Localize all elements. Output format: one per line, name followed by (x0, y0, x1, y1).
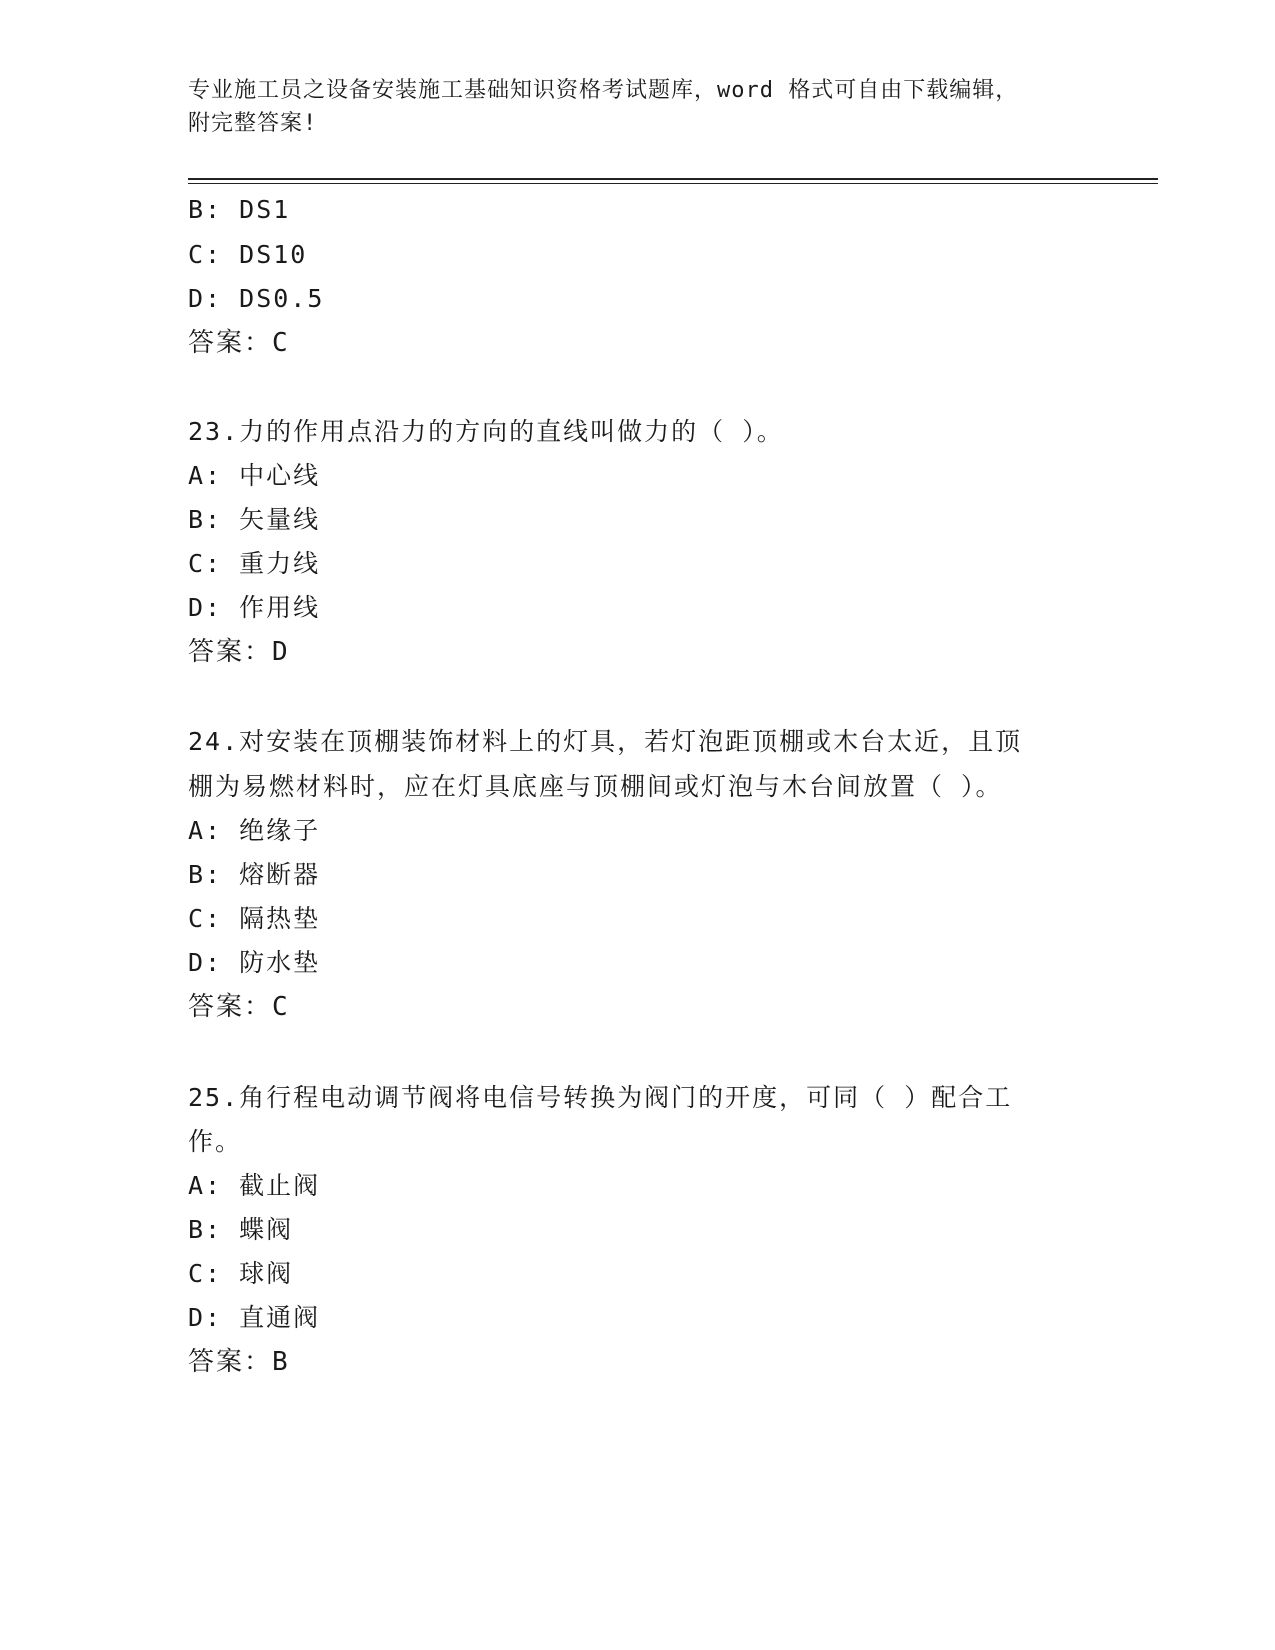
q25-question-line-1: 25.角行程电动调节阀将电信号转换为阀门的开度，可同（ ）配合工 (188, 1083, 1013, 1112)
q24-option-d: D: 防水垫 (188, 948, 321, 977)
document-header (188, 74, 1088, 140)
q24-answer-value: C (272, 992, 288, 1022)
q25-answer-label: 答案： (188, 1347, 273, 1377)
q22-option-b: B: DS1 (188, 195, 291, 224)
q23-answer-value: D (272, 637, 288, 667)
header-line-2: 附完整答案! (188, 111, 318, 136)
header-divider-thin (188, 183, 1158, 184)
q24-option-a: A: 绝缘子 (188, 816, 321, 845)
q23-option-a: A: 中心线 (188, 461, 321, 490)
q23-question: 23.力的作用点沿力的方向的直线叫做力的（ ）。 (188, 417, 784, 446)
q23-option-c: C: 重力线 (188, 549, 321, 578)
q22-answer-value: C (272, 328, 288, 358)
q24-answer-label: 答案： (188, 992, 273, 1022)
header-line-1: 专业施工员之设备安装施工基础知识资格考试题库，word 格式可自由下载编辑， (188, 78, 1019, 103)
q24-answer (188, 992, 288, 1022)
q25-option-b: B: 蝶阀 (188, 1215, 294, 1244)
header-divider-thick (188, 178, 1158, 180)
q23-answer-label: 答案： (188, 637, 273, 667)
q23-option-d: D: 作用线 (188, 593, 321, 622)
q23-option-b: B: 矢量线 (188, 505, 321, 534)
q24-option-c: C: 隔热垫 (188, 904, 321, 933)
q25-question-line-2: 作。 (188, 1127, 243, 1156)
q23-answer (188, 637, 288, 667)
q25-answer (188, 1347, 288, 1377)
q22-option-c: C: DS10 (188, 240, 308, 269)
q25-option-d: D: 直通阀 (188, 1303, 321, 1332)
q25-option-a: A: 截止阀 (188, 1171, 321, 1200)
q25-answer-value: B (272, 1347, 288, 1377)
q22-answer (188, 328, 288, 358)
q24-option-b: B: 熔断器 (188, 860, 321, 889)
q22-option-d: D: DS0.5 (188, 284, 325, 313)
q24-question-line-1: 24.对安装在顶棚装饰材料上的灯具，若灯泡距顶棚或木台太近，且顶 (188, 727, 1023, 756)
q24-question-line-2: 棚为易燃材料时，应在灯具底座与顶棚间或灯泡与木台间放置（ ）。 (188, 772, 1003, 801)
q22-answer-label: 答案： (188, 328, 273, 358)
q25-option-c: C: 球阀 (188, 1259, 294, 1288)
